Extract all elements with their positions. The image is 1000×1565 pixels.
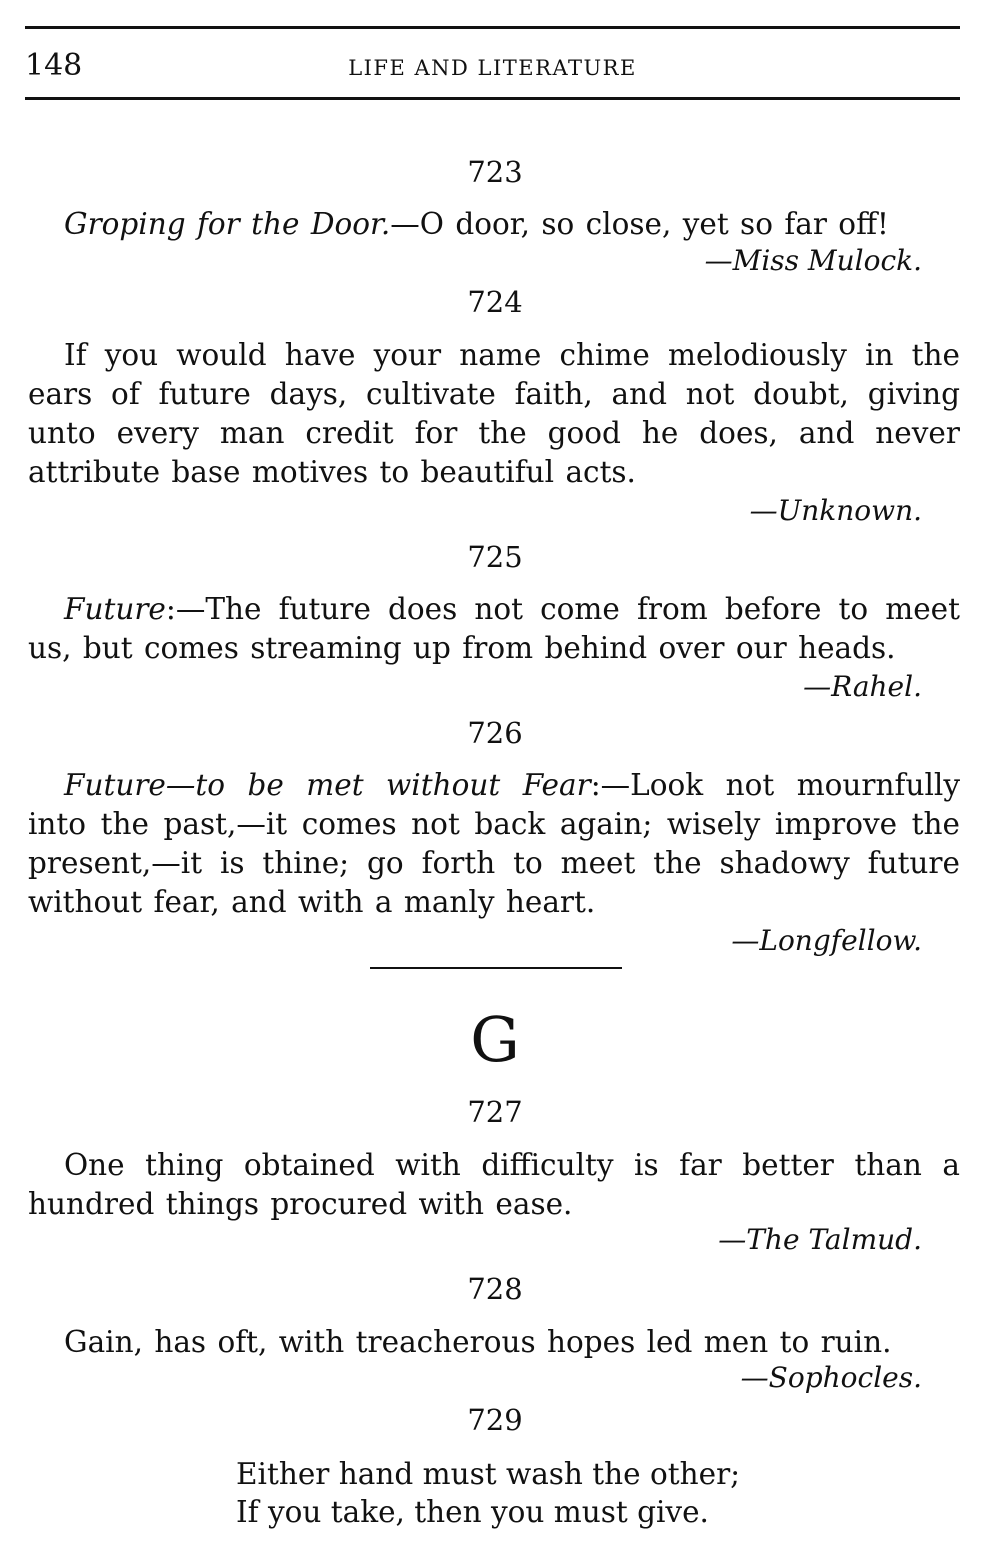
- entry-text: Gain, has oft, with treacherous hopes led men to ruin.: [64, 1325, 892, 1359]
- entry-body: —O door, so close, yet so far off!: [390, 207, 889, 241]
- entry-attribution: —Miss Mulock.: [704, 244, 922, 277]
- entry-body: :—The future does not come from before to meet us, but comes streaming up from behind over our heads.: [28, 592, 960, 665]
- entry-number: 723: [467, 155, 523, 189]
- entry-text: [28, 590, 960, 668]
- verse-line: Either hand must wash the other;: [236, 1457, 741, 1491]
- entry-text: [28, 205, 960, 244]
- entry-attribution: —Longfellow.: [731, 924, 922, 957]
- entry-title: Future: [64, 592, 166, 626]
- entry-number: 727: [467, 1095, 523, 1129]
- entry-attribution: —Rahel.: [803, 670, 922, 703]
- entry-body: :—Look not mournfully into the past,—it comes not back again; wisely improve the present,—it is thine; go forth to meet the shadowy future without fear, and with a manly heart.: [28, 768, 960, 919]
- entry-number: 726: [467, 716, 523, 750]
- entry-title: Groping for the Door.: [64, 207, 391, 241]
- section-letter: G: [470, 1003, 520, 1076]
- entry-text: [28, 766, 960, 922]
- entry-title: Future—to be met without Fear: [64, 768, 591, 802]
- entry-text: One thing obtained with difficulty is far better than a hundred things procured with ease.: [28, 1148, 960, 1221]
- entry-attribution: —The Talmud.: [718, 1223, 922, 1256]
- entry-text: If you would have your name chime melodiously in the ears of future days, cultivate faith, and not doubt, giving unto every man credit for the good he does, and never attribute base motives to beautiful acts.: [28, 338, 960, 489]
- entry-attribution: —Unknown.: [749, 494, 922, 527]
- page-header: [25, 48, 960, 88]
- entry-number: 725: [467, 540, 523, 574]
- entry-number: 729: [467, 1403, 523, 1437]
- section-divider: [370, 967, 622, 969]
- entry-number: 728: [467, 1272, 523, 1306]
- entry-number: 724: [467, 285, 523, 319]
- top-rule: [25, 26, 960, 29]
- verse-line: If you take, then you must give.: [236, 1495, 709, 1529]
- entry-attribution: —Sophocles.: [740, 1361, 922, 1394]
- running-head: LIFE AND LITERATURE: [348, 56, 637, 80]
- page-number: 148: [25, 48, 83, 83]
- header-rule: [25, 97, 960, 100]
